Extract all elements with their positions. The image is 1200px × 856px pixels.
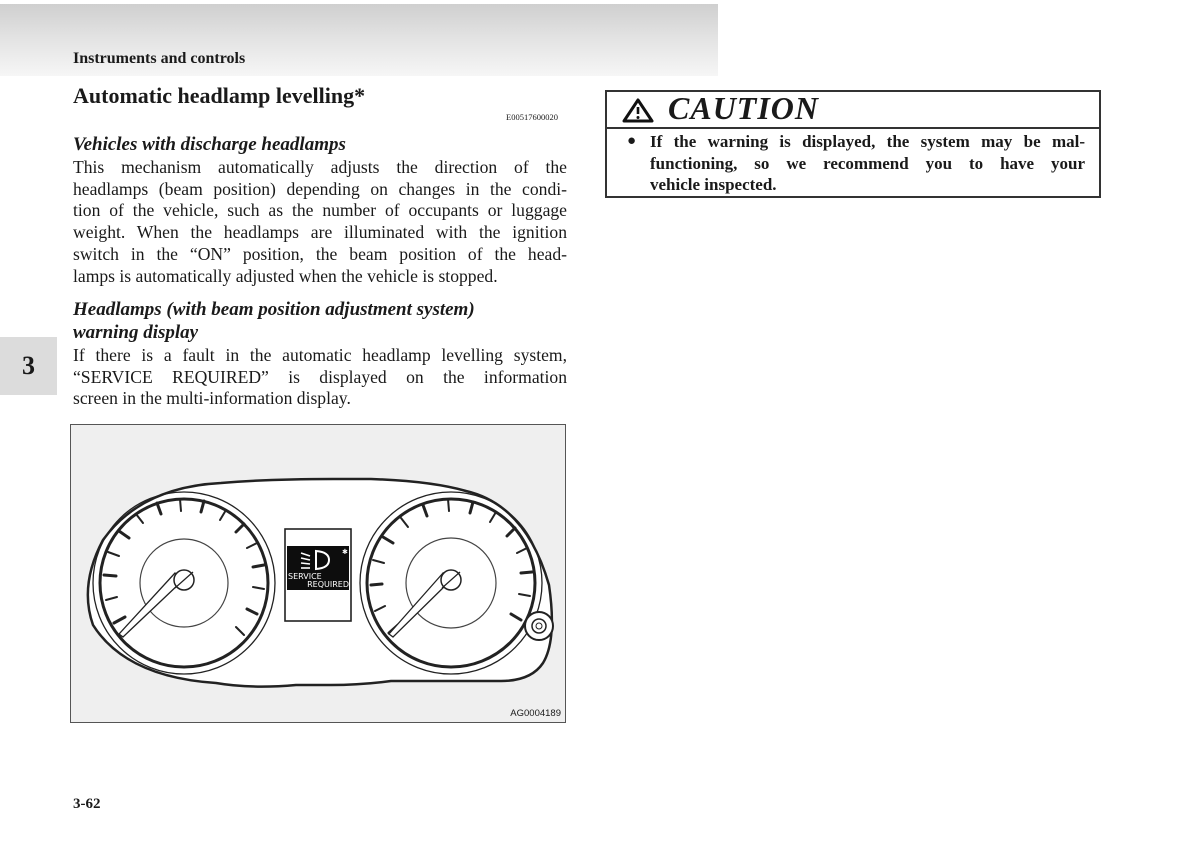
document-code: E00517600020 bbox=[506, 112, 558, 122]
text-line: lamps is automatically adjusted when the vehicle is stopped. bbox=[73, 265, 498, 286]
paragraph-mechanism bbox=[73, 157, 567, 287]
text-line: screen in the multi-information display. bbox=[73, 388, 351, 409]
warning-triangle-icon bbox=[621, 98, 655, 123]
display-text-required: REQUIRED bbox=[307, 580, 349, 589]
caution-box bbox=[605, 90, 1101, 198]
chapter-tab bbox=[0, 337, 57, 395]
caution-item bbox=[607, 129, 1099, 196]
text-line: vehicle inspected. bbox=[650, 175, 777, 194]
subheading-warning-display bbox=[73, 298, 475, 344]
subheading-line: warning display bbox=[73, 322, 199, 343]
text-line: “SERVICE REQUIRED” is displayed on the information bbox=[73, 366, 567, 387]
caution-header bbox=[607, 92, 1099, 129]
subheading-line: Headlamps (with beam position adjustment system) bbox=[73, 299, 475, 320]
text-line: If there is a fault in the automatic headlamp levelling system, bbox=[73, 345, 567, 365]
display-marker-glyph: ✱ bbox=[342, 548, 348, 556]
display-text-service: SERVICE bbox=[288, 572, 322, 581]
caution-title: CAUTION bbox=[668, 90, 820, 126]
instrument-cluster-illustration bbox=[71, 425, 564, 721]
figure-code: AG0004189 bbox=[510, 708, 561, 719]
caution-text bbox=[650, 131, 1085, 196]
instrument-cluster-figure bbox=[70, 424, 566, 723]
text-line: weight. When the headlamps are illuminated with the ignition bbox=[73, 222, 567, 243]
text-line: If the warning is displayed, the system may be mal- bbox=[650, 132, 1085, 151]
text-line: functioning, so we recommend you to have your bbox=[650, 153, 1085, 173]
text-line: headlamps (beam position) depending on changes in the condi- bbox=[73, 178, 567, 199]
chapter-number: 3 bbox=[22, 351, 35, 380]
text-line: tion of the vehicle, such as the number of occupants or luggage bbox=[73, 200, 567, 221]
paragraph-fault bbox=[73, 345, 567, 410]
bullet-icon: ● bbox=[627, 133, 637, 149]
section-header: Instruments and controls bbox=[73, 50, 246, 67]
trip-button-icon bbox=[525, 612, 553, 640]
page-number: 3-62 bbox=[73, 796, 101, 812]
multi-information-display bbox=[285, 529, 351, 621]
subheading-discharge-headlamps: Vehicles with discharge headlamps bbox=[73, 134, 346, 155]
text-line: This mechanism automatically adjusts the direction of the bbox=[73, 157, 567, 177]
page-title: Automatic headlamp levelling* bbox=[73, 83, 366, 108]
text-line: switch in the “ON” position, the beam position of the head- bbox=[73, 243, 567, 264]
